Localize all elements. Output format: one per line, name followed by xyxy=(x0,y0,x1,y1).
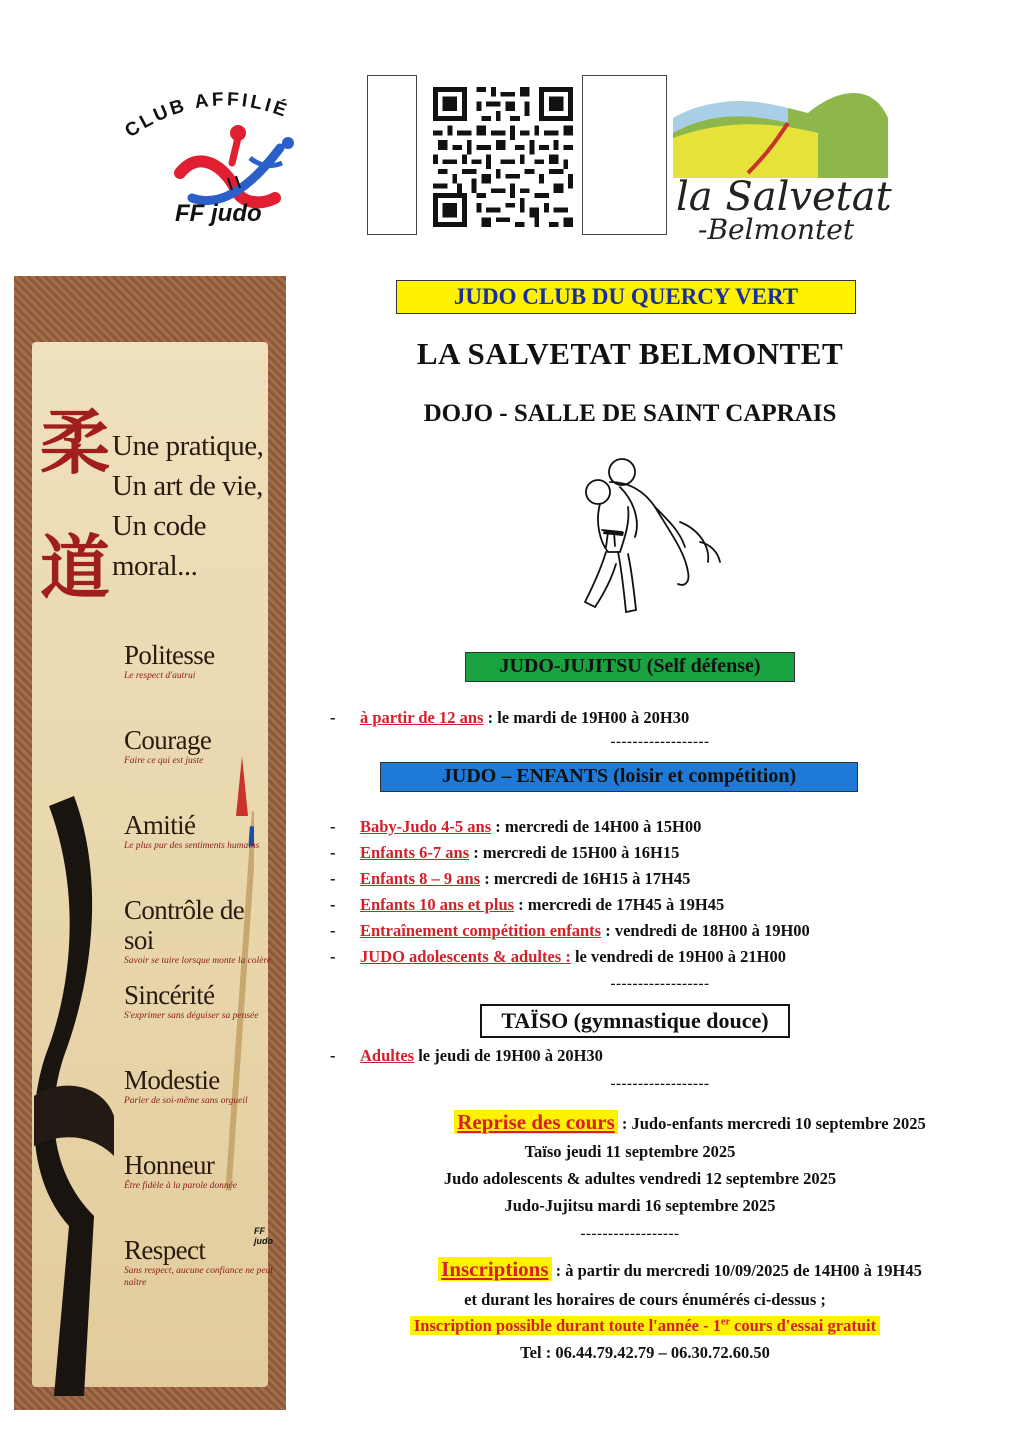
ffjudo-arc-text: CLUB AFFILIÉ xyxy=(121,89,292,143)
schedule-group: JUDO adolescents & adultes : xyxy=(360,947,571,966)
schedule-line: - Enfants 6-7 ans : mercredi de 15H00 à 16H15 xyxy=(330,843,680,862)
value-item xyxy=(124,810,274,895)
free-trial-text: cours d'essai gratuit xyxy=(729,1316,877,1335)
schedule-line: - Enfants 8 – 9 ans : mercredi de 16H15 à 17H45 xyxy=(330,869,691,888)
section-title-enfants: JUDO – ENFANTS (loisir et compétition) xyxy=(380,762,858,792)
value-subtitle: Faire ce qui est juste xyxy=(124,756,204,766)
poster-ffjudo-mark: FF judo xyxy=(254,1226,273,1246)
hills-landscape-icon xyxy=(668,78,893,178)
schedule-group: Entraînement compétition enfants xyxy=(360,921,602,940)
value-item xyxy=(124,1150,274,1235)
free-trial-text: Inscription possible durant toute l'année - 1 xyxy=(413,1316,721,1335)
value-name: Courage xyxy=(124,725,212,755)
value-item xyxy=(124,895,274,980)
value-name: Contrôle de soi xyxy=(124,895,245,955)
black-belt-icon xyxy=(34,796,114,1396)
reprise-line: Judo adolescents & adultes vendredi 12 septembre 2025 xyxy=(443,1169,837,1188)
schedule-group: Baby-Judo 4-5 ans xyxy=(360,817,492,836)
schedule-time: le jeudi de 19H00 à 20H30 xyxy=(414,1046,603,1065)
inscriptions-highlight xyxy=(295,1316,995,1336)
kanji-do: 道 xyxy=(40,526,110,609)
schedule-time: : le mardi de 19H00 à 20H30 xyxy=(483,708,690,727)
section-title-jujitsu: JUDO-JUJITSU (Self défense) xyxy=(465,652,795,682)
judo-values-list xyxy=(124,640,274,1320)
value-name: Amitié xyxy=(124,810,196,840)
reprise-detail: : Judo-enfants mercredi 10 septembre 2025 xyxy=(617,1114,926,1133)
salvetat-belmontet-logo xyxy=(668,78,893,246)
salvetat-line1: la Salvetat xyxy=(676,174,892,220)
kanji-ju: 柔 xyxy=(40,401,110,484)
schedule-line: - Baby-Judo 4-5 ans : mercredi de 14H00 à 15H00 xyxy=(330,817,702,836)
motto-line: Un art de vie, xyxy=(112,470,263,502)
separator: ------------------ xyxy=(610,734,710,750)
reprise-label: Reprise des cours xyxy=(454,1110,617,1134)
value-subtitle: S'exprimer sans déguiser sa pensée xyxy=(124,1011,259,1021)
qr-code-icon xyxy=(429,87,577,227)
ffjudo-name: FF judo xyxy=(175,200,262,227)
value-subtitle: Le plus pur des sentiments humains xyxy=(124,841,260,851)
club-venue: DOJO - SALLE DE SAINT CAPRAIS xyxy=(423,400,837,427)
inscriptions-line xyxy=(330,1257,1024,1282)
value-subtitle: Sans respect, aucune confiance ne peut naître xyxy=(124,1266,273,1288)
value-subtitle: Savoir se taire lorsque monte la colère xyxy=(124,956,272,966)
judo-kanji xyxy=(40,380,110,630)
schedule-line: - Enfants 10 ans et plus : mercredi de 17H45 à 19H45 xyxy=(330,895,725,914)
inscriptions-label: Inscriptions xyxy=(438,1257,551,1281)
value-item xyxy=(124,1235,274,1320)
poster-motto xyxy=(112,426,286,586)
schedule-time: : mercredi de 15H00 à 16H15 xyxy=(469,843,680,862)
qr-code-panel xyxy=(367,75,667,235)
free-trial-sup: er xyxy=(721,1316,730,1328)
inscriptions-detail: : à partir du mercredi 10/09/2025 de 14H00 à 19H45 xyxy=(551,1261,922,1280)
value-name: Sincérité xyxy=(124,980,215,1010)
schedule-group: Enfants 10 ans et plus xyxy=(360,895,515,914)
qr-frame-right xyxy=(582,75,667,235)
reprise-line: Taïso jeudi 11 septembre 2025 xyxy=(524,1142,736,1161)
motto-line: Une pratique, xyxy=(112,430,264,462)
schedule-line: - JUDO adolescents & adultes : le vendredi de 19H00 à 21H00 xyxy=(330,947,786,966)
value-name: Respect xyxy=(124,1235,206,1265)
schedule-time: : mercredi de 14H00 à 15H00 xyxy=(491,817,702,836)
ffjudo-logo xyxy=(110,78,350,238)
inscriptions-line: et durant les horaires de cours énumérés ci-dessus ; xyxy=(464,1290,826,1309)
schedule-group: Enfants 6-7 ans xyxy=(360,843,470,862)
salvetat-line2: -Belmontet xyxy=(698,213,855,246)
value-name: Honneur xyxy=(124,1150,215,1180)
qr-frame-left xyxy=(367,75,417,235)
value-subtitle: Parler de soi-même sans orgueil xyxy=(124,1096,248,1106)
judo-values-poster xyxy=(14,276,286,1410)
schedule-group: à partir de 12 ans xyxy=(360,708,484,727)
separator: ------------------ xyxy=(610,976,710,992)
value-name: Modestie xyxy=(124,1065,220,1095)
reprise-line: Judo-Jujitsu mardi 16 septembre 2025 xyxy=(504,1196,776,1215)
value-subtitle: Être fidèle à la parole donnée xyxy=(124,1181,238,1191)
section-title-taiso: TAÏSO (gymnastique douce) xyxy=(480,1004,790,1038)
value-item xyxy=(124,980,274,1065)
club-town: LA SALVETAT BELMONTET xyxy=(416,336,844,371)
svg-text:CLUB AFFILIÉ xyxy=(121,89,292,142)
phone-numbers: Tel : 06.44.79.42.79 – 06.30.72.60.50 xyxy=(520,1343,770,1362)
value-name: Politesse xyxy=(124,640,215,670)
club-name: JUDO CLUB DU QUERCY VERT xyxy=(396,280,856,314)
schedule-line: - Entraînement compétition enfants : vendredi de 18H00 à 19H00 xyxy=(330,921,810,940)
motto-line: Un code moral... xyxy=(112,510,206,582)
judo-throw-illustration-icon xyxy=(560,452,730,622)
schedule-time: : vendredi de 18H00 à 19H00 xyxy=(601,921,810,940)
schedule-group: Adultes xyxy=(360,1046,415,1065)
schedule-line: - Adultes le jeudi de 19H00 à 20H30 xyxy=(330,1046,603,1065)
schedule-time: : mercredi de 16H15 à 17H45 xyxy=(480,869,691,888)
schedule-group: Enfants 8 – 9 ans xyxy=(360,869,481,888)
value-item xyxy=(124,640,274,725)
reprise-line xyxy=(340,1110,1024,1135)
schedule-time: le vendredi de 19H00 à 21H00 xyxy=(570,947,786,966)
free-trial-note xyxy=(410,1316,880,1335)
separator: ------------------ xyxy=(580,1226,680,1242)
value-subtitle: Le respect d'autrui xyxy=(124,671,196,681)
value-item xyxy=(124,725,274,810)
value-item xyxy=(124,1065,274,1150)
schedule-line: - à partir de 12 ans : le mardi de 19H00 à 20H30 xyxy=(330,708,690,727)
separator: ------------------ xyxy=(610,1076,710,1092)
schedule-time: : mercredi de 17H45 à 19H45 xyxy=(514,895,725,914)
